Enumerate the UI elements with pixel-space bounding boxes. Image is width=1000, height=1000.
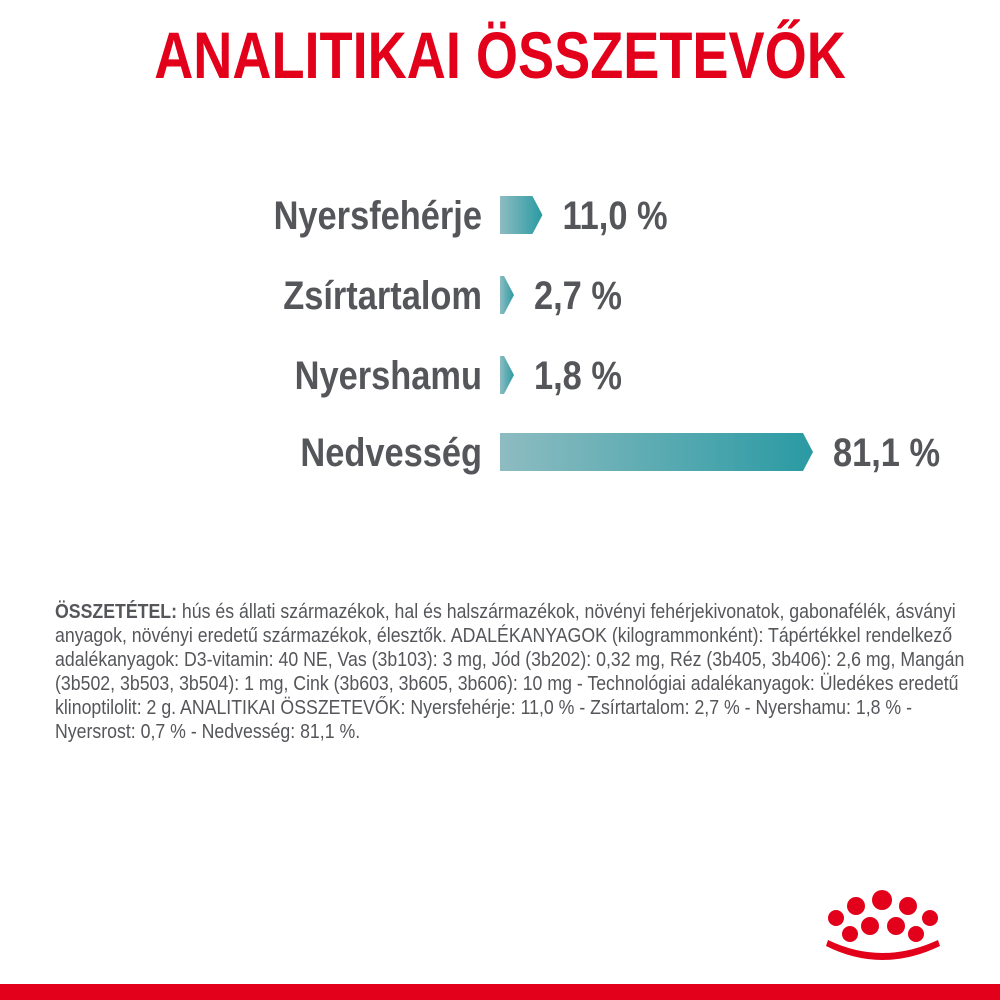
- bar-nyershamu: [500, 356, 514, 394]
- category-label-zsirtartalom: Zsírtartalom: [283, 272, 482, 318]
- category-label-nyershamu: Nyershamu: [294, 352, 482, 398]
- value-label-nedvesseg: 81,1 %: [833, 429, 941, 475]
- category-label-nyersfeherje: Nyersfehérje: [273, 192, 482, 238]
- value-label-zsirtartalom: 2,7 %: [534, 272, 622, 318]
- analytical-bar-chart: [0, 170, 1000, 500]
- composition-text: [55, 600, 975, 744]
- category-label-nedvesseg: Nedvesség: [300, 429, 482, 475]
- crown-icon: [818, 888, 948, 960]
- bottom-red-rule: [0, 984, 1000, 1000]
- composition-lead: ÖSSZETÉTEL:: [55, 600, 178, 623]
- value-label-nyershamu: 1,8 %: [534, 352, 622, 398]
- composition-body: hús és állati származékok, hal és halszármazékok, növényi fehérjekivonatok, gabonafélék, ásványi anyagok, növényi eredetű származékok, élesztők. ADALÉKANYAGOK (kilogrammonként): Tápértékkel rendelkező adalékanyagok: D3-vitamin: 40 NE, Vas (3b103): 3 mg, Jód (3b202): 0,32 mg, Réz (3b405, 3b406): 2,6 mg, Mangán (3b502, 3b503, 3b504): 1 mg, Cink (3b603, 3b605, 3b606): 10 mg - Technológiai adalékanyagok: Üledékes eredetű klinoptilolit: 2 g. ANALITIKAI ÖSSZETEVŐK: Nyersfehérje: 11,0 % - Zsírtartalom: 2,7 % - Nyershamu: 1,8 % - Nyersrost: 0,7 % - Nedvesség: 81,1 %.: [55, 600, 965, 743]
- bar-zsirtartalom: [500, 276, 514, 314]
- value-label-nyersfeherje: 11,0 %: [562, 192, 668, 238]
- page-title: ANALITIKAI ÖSSZETEVŐK: [154, 18, 846, 92]
- bar-nyersfeherje: [500, 196, 542, 234]
- bar-nedvesseg: [500, 433, 813, 471]
